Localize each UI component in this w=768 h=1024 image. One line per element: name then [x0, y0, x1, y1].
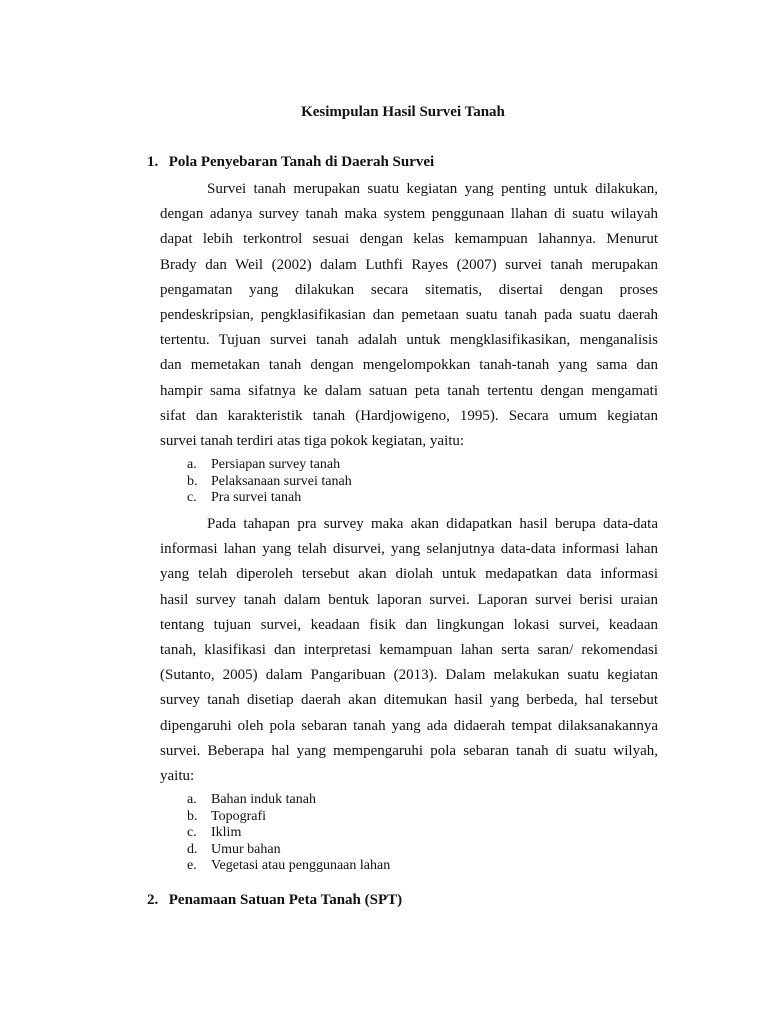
- list-item: a. Bahan induk tanah: [187, 792, 316, 807]
- paragraph-line: Pada tahapan pra survey maka akan didapatkan hasil berupa data-data: [207, 516, 658, 532]
- paragraph-line: dapat lebih terkontrol sesuai dengan kelas kemampuan lahannya. Menurut: [160, 231, 658, 248]
- paragraph-line: dengan adanya survey tanah maka system penggunaan llahan di suatu wilayah: [160, 206, 658, 223]
- paragraph-line: dipengaruhi oleh pola sebaran tanah yang ada didaerah tempat dilaksanakannya: [160, 717, 658, 734]
- document-title: Kesimpulan Hasil Survei Tanah: [301, 104, 505, 120]
- paragraph-line: informasi lahan yang telah disurvei, yang selanjutnya data-data informasi lahan: [160, 541, 658, 558]
- paragraph-line: Survei tanah merupakan suatu kegiatan yang penting untuk dilakukan,: [207, 181, 658, 197]
- soil-distribution-factors-list: [187, 792, 390, 875]
- paragraph-line: survey tanah disetiap daerah akan ditemukan hasil yang berbeda, hal tersebut: [160, 692, 658, 709]
- list-item: c. Iklim: [187, 825, 242, 841]
- paragraph-line: (Sutanto, 2005) dalam Pangaribuan (2013). Dalam melakukan suatu kegiatan: [160, 667, 658, 684]
- list-item: b. Pelaksanaan survei tanah: [187, 473, 352, 489]
- section-2-heading: [147, 890, 402, 910]
- paragraph-line: dan memetakan tanah dengan mengelompokkan tanah-tanah yang sama dan: [160, 357, 658, 374]
- paragraph-line: tanah, klasifikasi dan interpretasi kemampuan lahan serta saran/ rekomendasi: [160, 641, 658, 658]
- paragraph-line: Brady dan Weil (2002) dalam Luthfi Rayes (2007) survei tanah merupakan: [160, 256, 658, 273]
- list-item: a. Persiapan survey tanah: [187, 457, 341, 472]
- section-1-heading: [147, 152, 434, 172]
- paragraph-line: survei. Beberapa hal yang mempengaruhi pola sebaran tanah di suatu wilyah,: [160, 742, 658, 759]
- paragraph-line: yang telah diperoleh tersebut akan diolah untuk medapatkan data informasi: [160, 566, 658, 583]
- section-1-paragraph-1: [160, 177, 658, 454]
- paragraph-line: yaitu:: [160, 767, 195, 784]
- paragraph-line: sifat dan karakteristik tanah (Hardjowigeno, 1995). Secara umum kegiatan: [160, 407, 658, 424]
- list-item: d. Umur bahan: [187, 841, 281, 857]
- paragraph-line: tentang tujuan survei, keadaan fisik dan lingkungan lokasi survei, keadaan: [160, 616, 658, 633]
- paragraph-line: pengamatan yang dilakukan secara sitematis, disertai dengan proses: [160, 281, 658, 298]
- paragraph-line: hampir sama sifatnya ke dalam satuan peta tanah tertentu dengan mengamati: [160, 382, 658, 399]
- paragraph-line: tertentu. Tujuan survei tanah adalah untuk mengklasifikasikan, menganalisis: [160, 332, 658, 349]
- section-2-number: 2.: [147, 892, 159, 908]
- paragraph-line: survei tanah terdiri atas tiga pokok kegiatan, yaitu:: [160, 432, 465, 449]
- paragraph-line: pendeskripsian, pengklasifikasian dan pemetaan suatu tanah pada suatu daerah: [160, 306, 658, 323]
- section-1-heading-text: Pola Penyebaran Tanah di Daerah Survei: [168, 154, 435, 170]
- list-item: e. Vegetasi atau penggunaan lahan: [187, 858, 391, 874]
- list-item: b. Topografi: [187, 808, 267, 824]
- section-1-paragraph-2: [160, 512, 658, 789]
- survey-activities-list: [187, 457, 352, 507]
- list-item: c. Pra survei tanah: [187, 490, 302, 506]
- paragraph-line: hasil survey tanah dalam bentuk laporan survei. Laporan survei berisi uraian: [160, 591, 658, 608]
- section-1-number: 1.: [147, 154, 159, 170]
- section-2-heading-text: Penamaan Satuan Peta Tanah (SPT): [168, 892, 403, 908]
